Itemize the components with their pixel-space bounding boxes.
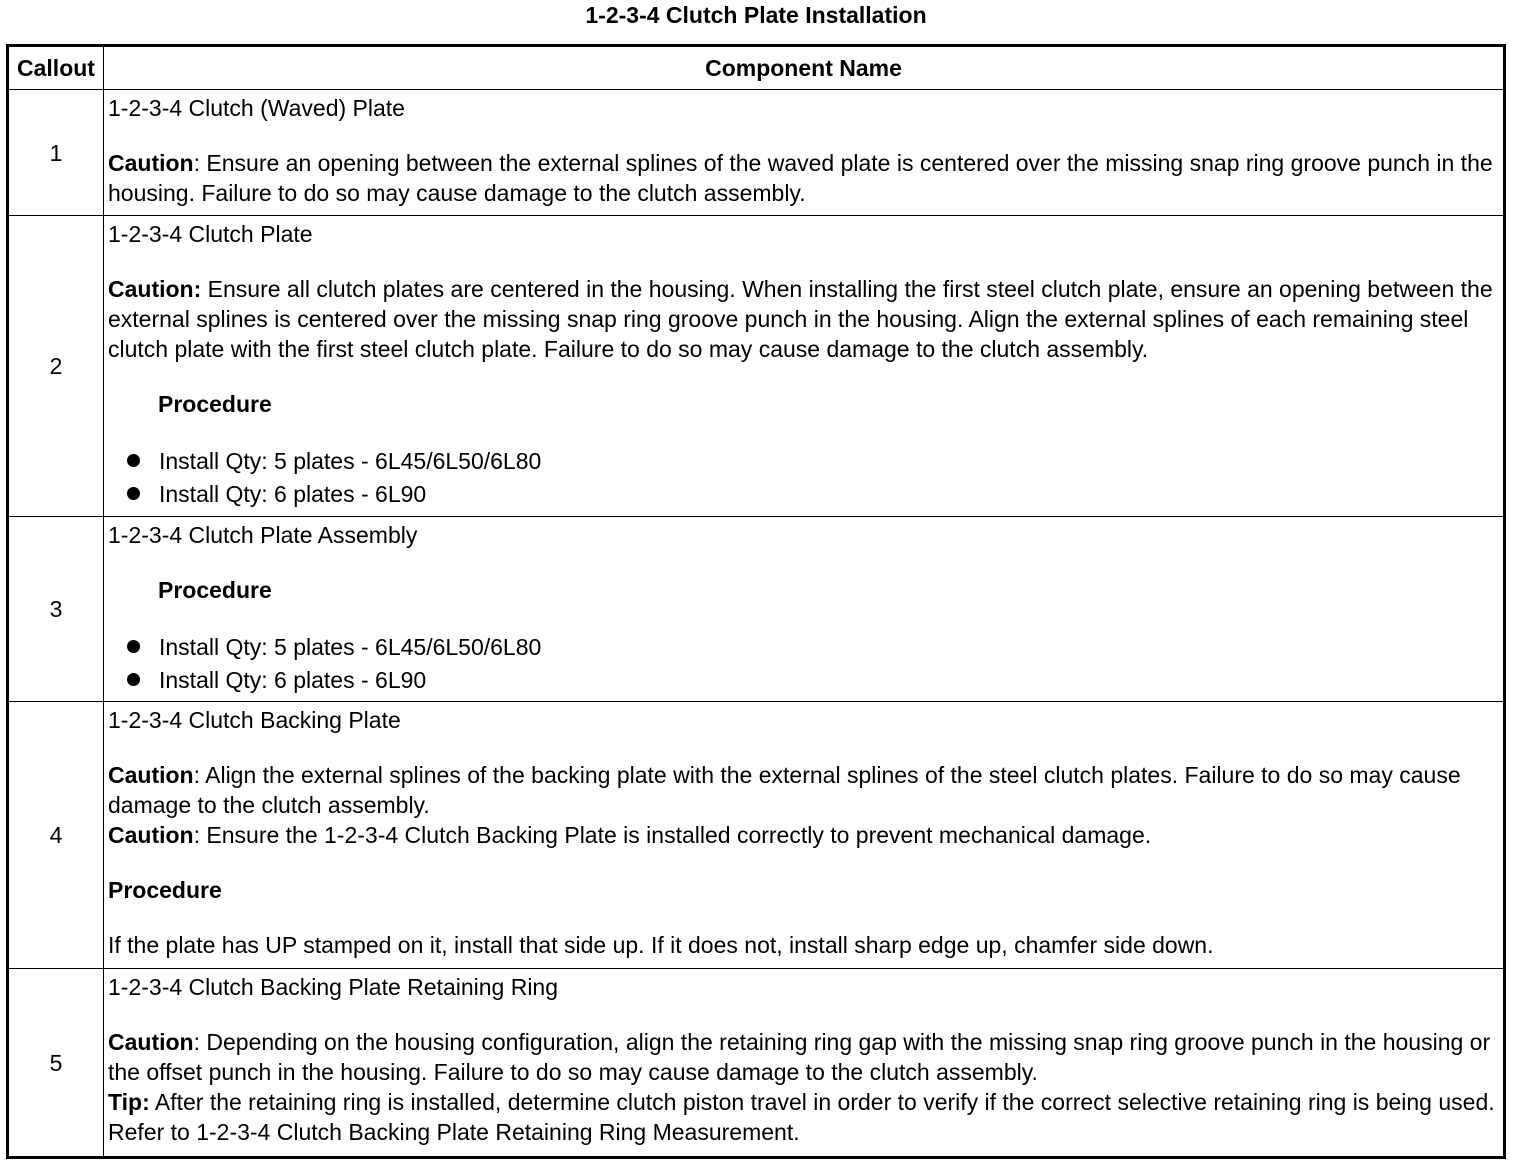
- callout-number: 2: [8, 216, 104, 517]
- caution-label: Caution: [108, 762, 194, 788]
- list-item: [108, 477, 1497, 510]
- tip-label: Tip:: [108, 1089, 150, 1115]
- caution-text: : Depending on the housing configuration, align the retaining ring gap with the missing snap ring groove punch in the housing or the offset punch in the housing. Failure to do so may cause damage to the clutch assembly.: [108, 1029, 1491, 1085]
- caution-note: [108, 1027, 1497, 1087]
- component-name: 1-2-3-4 Clutch Backing Plate Retaining Ring: [108, 974, 559, 1000]
- bullet-icon: [127, 487, 140, 500]
- component-name: 1-2-3-4 Clutch Plate: [108, 221, 313, 247]
- caution-label: Caution: [108, 822, 194, 848]
- table-header-row: [8, 46, 1505, 90]
- list-item: [108, 444, 1497, 477]
- callout-number: 1: [8, 90, 104, 216]
- caution-text: : Ensure an opening between the external splines of the waved plate is centered over the missing snap ring groove punch in the housing. Failure to do so may cause damage to the clutch assembly.: [108, 150, 1493, 206]
- callout-number: 5: [8, 969, 104, 1158]
- procedure-heading: Procedure: [158, 577, 272, 603]
- caution-note: [108, 820, 1497, 850]
- callout-number: 3: [8, 517, 104, 702]
- component-cell: [104, 702, 1505, 969]
- component-cell: [104, 216, 1505, 517]
- caution-label: Caution: [108, 1029, 194, 1055]
- component-name: 1-2-3-4 Clutch Backing Plate: [108, 707, 401, 733]
- caution-note: [108, 148, 1497, 208]
- bullet-text: Install Qty: 5 plates - 6L45/6L50/6L80: [159, 447, 542, 474]
- bullet-icon: [127, 640, 140, 653]
- procedure-heading: Procedure: [158, 391, 272, 417]
- bullet-icon: [127, 673, 140, 686]
- caution-note: [108, 274, 1497, 364]
- table-row: [8, 517, 1505, 702]
- component-table: [6, 44, 1506, 1159]
- caution-label: Caution: [108, 150, 194, 176]
- table-row: [8, 216, 1505, 517]
- procedure-heading: Procedure: [108, 877, 222, 903]
- table-row: [8, 969, 1505, 1158]
- procedure-text: If the plate has UP stamped on it, install that side up. If it does not, install sharp edge up, chamfer side down.: [108, 932, 1214, 958]
- list-item: [108, 663, 1497, 696]
- column-header-component-name: Component Name: [104, 46, 1505, 90]
- bullet-text: Install Qty: 5 plates - 6L45/6L50/6L80: [159, 633, 542, 660]
- tip-note: [108, 1087, 1497, 1147]
- bullet-text: Install Qty: 6 plates - 6L90: [159, 480, 427, 507]
- component-name: 1-2-3-4 Clutch Plate Assembly: [108, 522, 418, 548]
- component-cell: [104, 969, 1505, 1158]
- caution-label: Caution:: [108, 276, 202, 302]
- caution-note: [108, 760, 1497, 820]
- callout-number: 4: [8, 702, 104, 969]
- caution-text: : Align the external splines of the backing plate with the external splines of the steel clutch plates. Failure to do so may cause damage to the clutch assembly.: [108, 762, 1461, 818]
- component-cell: [104, 517, 1505, 702]
- column-header-callout: Callout: [8, 46, 104, 90]
- tip-text: After the retaining ring is installed, determine clutch piston travel in order to verify if the correct selective retaining ring is being used. Refer to 1-2-3-4 Clutch Backing Plate Retaining Ring Measurement.: [108, 1089, 1495, 1145]
- page-title: 1-2-3-4 Clutch Plate Installation: [585, 2, 927, 28]
- table-row: [8, 702, 1505, 969]
- bullet-icon: [127, 454, 140, 467]
- bullet-text: Install Qty: 6 plates - 6L90: [159, 666, 427, 693]
- component-cell: [104, 90, 1505, 216]
- caution-text: Ensure all clutch plates are centered in the housing. When installing the first steel clutch plate, ensure an opening between the external splines is centered over the missing snap ring groove punch in the housing. Align the external splines of each remaining steel clutch plate with the first steel clutch plate. Failure to do so may cause damage to the clutch assembly.: [108, 276, 1493, 362]
- list-item: [108, 630, 1497, 663]
- caution-text: : Ensure the 1-2-3-4 Clutch Backing Plate is installed correctly to prevent mechanical damage.: [193, 822, 1152, 848]
- component-name: 1-2-3-4 Clutch (Waved) Plate: [108, 95, 405, 121]
- table-row: [8, 90, 1505, 216]
